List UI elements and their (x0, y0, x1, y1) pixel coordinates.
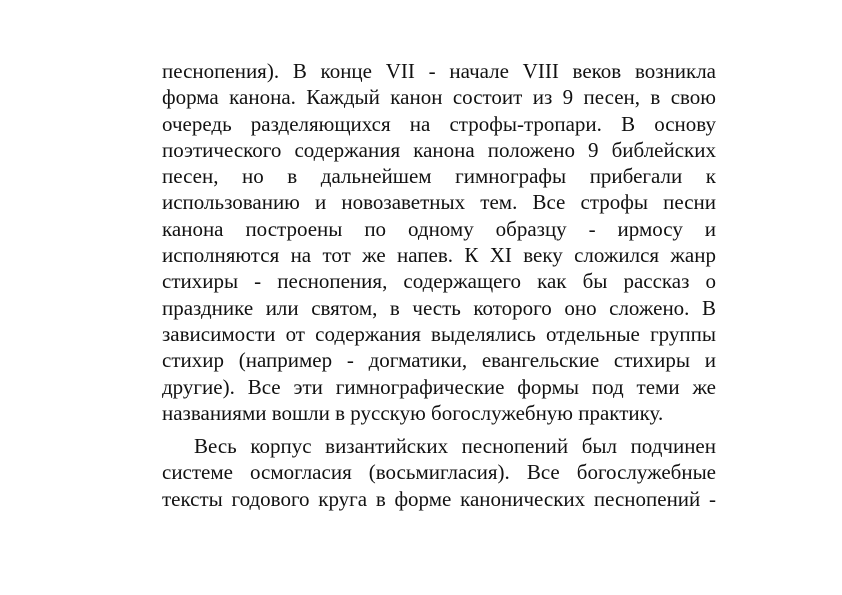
text-line: зависимости от содержания выделялись отдельные группы (162, 321, 716, 346)
text-line: очередь разделяющихся на строфы-тропари. В основу (162, 111, 716, 136)
body-text (162, 58, 716, 512)
paragraph-2 (162, 433, 716, 512)
paragraph-spacer (162, 426, 716, 433)
text-line: другие). Все эти гимнографические формы под теми же (162, 374, 716, 399)
text-line: тексты годового круга в форме канонических песнопений - (162, 486, 716, 511)
text-line: исполняются на тот же напев. К XI веку сложился жанр (162, 243, 716, 268)
text-line: форма канона. Каждый канон состоит из 9 песен, в свою (162, 85, 716, 110)
text-line: использованию и новозаветных тем. Все строфы песни (162, 190, 716, 215)
text-line: поэтического содержания канона положено 9 библейских (162, 137, 716, 162)
text-line: стихиры - песнопения, содержащего как бы рассказ о (162, 269, 716, 294)
text-line: канона построены по одному образцу - ирмосу и (162, 216, 716, 241)
text-line: стихир (например - догматики, евангельские стихиры и (162, 348, 716, 373)
text-line: песен, но в дальнейшем гимнографы прибегали к (162, 164, 716, 189)
paragraph-1 (162, 58, 716, 426)
text-line: Весь корпус византийских песнопений был подчинен (194, 434, 716, 459)
text-line: системе осмогласия (восьмигласия). Все богослужебные (162, 460, 716, 485)
text-line: названиями вошли в русскую богослужебную практику. (162, 400, 664, 425)
text-line: празднике или святом, в честь которого оно сложено. В (162, 295, 716, 320)
text-line: песнопения). В конце VII - начале VIII веков возникла (162, 59, 716, 83)
